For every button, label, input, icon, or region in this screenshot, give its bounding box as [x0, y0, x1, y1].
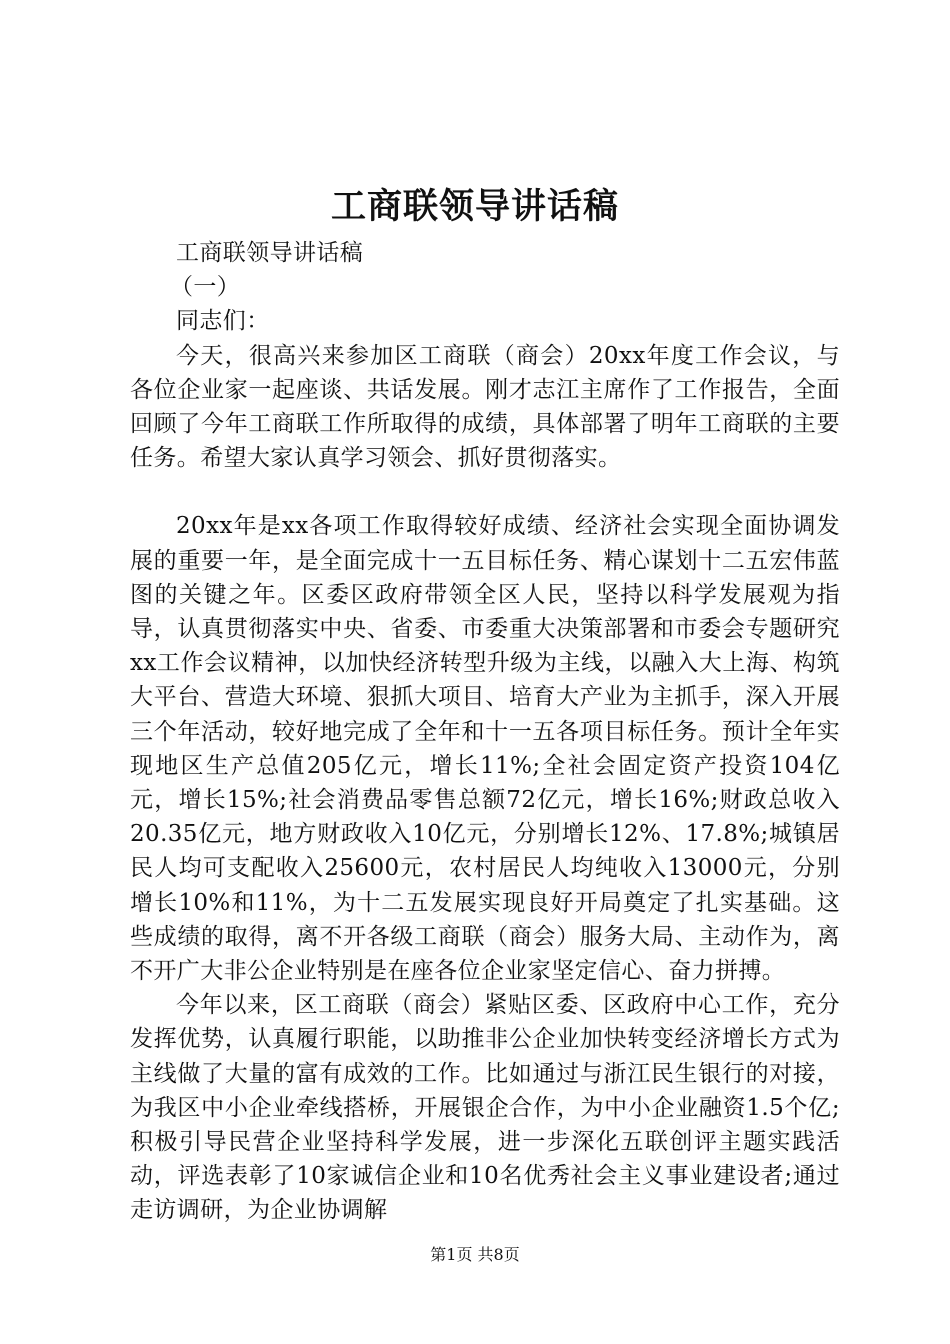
paragraph-2: 20xx年是xx各项工作取得较好成绩、经济社会实现全面协调发展的重要一年，是全面完成十一五目标任务、精心谋划十二五宏伟蓝图的关键之年。区委区政府带领全区人民，坚持以科学发展观为指导，认真贯彻落实中央、省委、市委重大决策部署和市委会专题研究xx工作会议精神，以加快经济转型升级为主线，以融入大上海、构筑大平台、营造大环境、狠抓大项目、培育大产业为主抓手，深入开展三个年活动，较好地完成了全年和十一五各项目标任务。预计全年实现地区生产总值205亿元，增长11%;全社会固定资产投资104亿元，增长15%;社会消费品零售总额72亿元，增长16%;财政总收入20.35亿元，地方财政收入10亿元，分别增长12%、17.8%;城镇居民人均可支配收入25600元，农村居民人均纯收入13000元，分别增长10%和11%，为十二五发展实现良好开局奠定了扎实基础。这些成绩的取得，离不开各级工商联（商会）服务大局、主动作为，离不开广大非公企业特别是在座各位企业家坚定信心、奋力拼搏。: [130, 513, 840, 985]
subtitle-line: 工商联领导讲话稿: [176, 240, 364, 266]
paragraph-3: 今年以来，区工商联（商会）紧贴区委、区政府中心工作，充分发挥优势，认真履行职能，以助推非公企业加快转变经济增长方式为主线做了大量的富有成效的工作。比如通过与浙江民生银行的对接，为我区中小企业牵线搭桥，开展银企合作，为中小企业融资1.5个亿;积极引导民营企业坚持科学发展，进一步深化五联创评主题实践活动，评选表彰了10家诚信企业和10名优秀社会主义事业建设者;通过走访调研，为企业协调解: [130, 992, 840, 1224]
document-body: [130, 236, 840, 1228]
paragraph-gap: [130, 475, 840, 509]
section-number: （一）: [170, 274, 241, 301]
salutation: 同志们：: [176, 308, 270, 335]
paragraph-1: 今天，很高兴来参加区工商联（商会）20xx年度工作会议，与各位企业家一起座谈、共话发展。刚才志江主席作了工作报告，全面回顾了今年工商联工作所取得的成绩，具体部署了明年工商联的主要任务。希望大家认真学习领会、抓好贯彻落实。: [130, 342, 840, 472]
document-title: 工商联领导讲话稿: [330, 186, 619, 227]
page-footer: 第1页 共8页: [430, 1245, 520, 1264]
